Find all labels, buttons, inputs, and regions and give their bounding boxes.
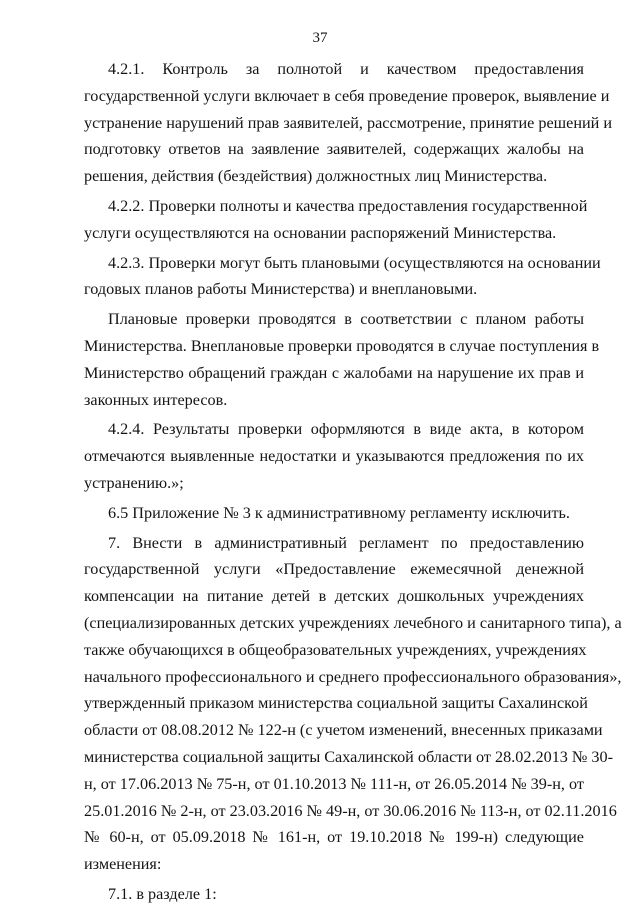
text-line: устранение нарушений прав заявителей, рассмотрение, принятие решений и: [84, 113, 613, 132]
paragraph-4-2-4: [84, 416, 584, 496]
paragraph-planned-inspections: [84, 306, 600, 413]
text-line: решения, действия (бездействия) должностных лиц Министерства.: [84, 167, 548, 186]
text-line: 4.2.4. Результаты проверки оформляются в виде акта, в котором: [108, 420, 584, 439]
paragraph-6-5: [84, 500, 584, 527]
text-line: услуги осуществляются на основании распоряжений Министерства.: [84, 223, 557, 242]
text-line: начального профессионального и среднего профессионального образования»,: [84, 667, 622, 686]
text-line: Плановые проверки проводятся в соответствии с планом работы: [108, 310, 584, 329]
text-line: отмечаются выявленные недостатки и указываются предложения по их: [84, 447, 584, 466]
text-line: 4.2.3. Проверки могут быть плановыми (осуществляются на основании: [108, 253, 601, 272]
text-line: 4.2.1. Контроль за полнотой и качеством предоставления: [108, 60, 584, 78]
page-number: 37: [312, 30, 328, 46]
text-line: № 60-н, от 05.09.2018 № 161-н, от 19.10.2018 № 199-н) следующие: [84, 828, 584, 847]
text-line: государственной услуги «Предоставление ежемесячной денежной: [84, 560, 584, 579]
text-line: (специализированных детских учреждениях лечебного и санитарного типа), а: [84, 613, 622, 632]
text-line: государственной услуги включает в себя проведение проверок, выявление и: [84, 86, 610, 105]
text-line: области от 08.08.2012 № 122-н (с учетом изменений, внесенных приказами: [84, 721, 603, 740]
paragraph-7: [84, 530, 622, 878]
text-line: подготовку ответов на заявление заявителей, содержащих жалобы на: [84, 140, 584, 159]
text-line: 7.1. в разделе 1:: [108, 884, 217, 903]
text-line: компенсации на питание детей в детских дошкольных учреждениях: [84, 587, 584, 606]
document-body: [84, 56, 622, 908]
paragraph-4-2-3: [84, 250, 601, 304]
text-line: годовых планов работы Министерства) и внеплановыми.: [84, 280, 478, 299]
text-line: 25.01.2016 № 2-н, от 23.03.2016 № 49-н, от 30.06.2016 № 113-н, от 02.11.2016: [84, 801, 617, 820]
paragraph-7-1: [84, 881, 584, 908]
text-line: 6.5 Приложение № 3 к административному регламенту исключить.: [108, 503, 570, 522]
paragraph-4-2-2: [84, 193, 588, 247]
text-line: утвержденный приказом министерства социальной защиты Сахалинской: [84, 694, 588, 713]
text-line: 4.2.2. Проверки полноты и качества предоставления государственной: [108, 196, 588, 215]
text-line: министерства социальной защиты Сахалинской области от 28.02.2013 № 30-: [84, 747, 613, 766]
text-line: законных интересов.: [84, 390, 228, 409]
text-line: н, от 17.06.2013 № 75-н, от 01.10.2013 № 111-н, от 26.05.2014 № 39-н, от: [84, 774, 584, 793]
text-line: также обучающихся в общеобразовательных учреждениях, учреждениях: [84, 640, 587, 659]
text-line: Министерства. Внеплановые проверки проводятся в случае поступления в: [84, 336, 600, 355]
text-line: изменения:: [84, 855, 162, 874]
text-line: Министерство обращений граждан с жалобами на нарушение их прав и: [84, 363, 584, 382]
text-line: устранению.»;: [84, 473, 184, 492]
text-line: 7. Внести в административный регламент по предоставлению: [108, 533, 584, 552]
paragraph-4-2-1: [84, 56, 613, 190]
